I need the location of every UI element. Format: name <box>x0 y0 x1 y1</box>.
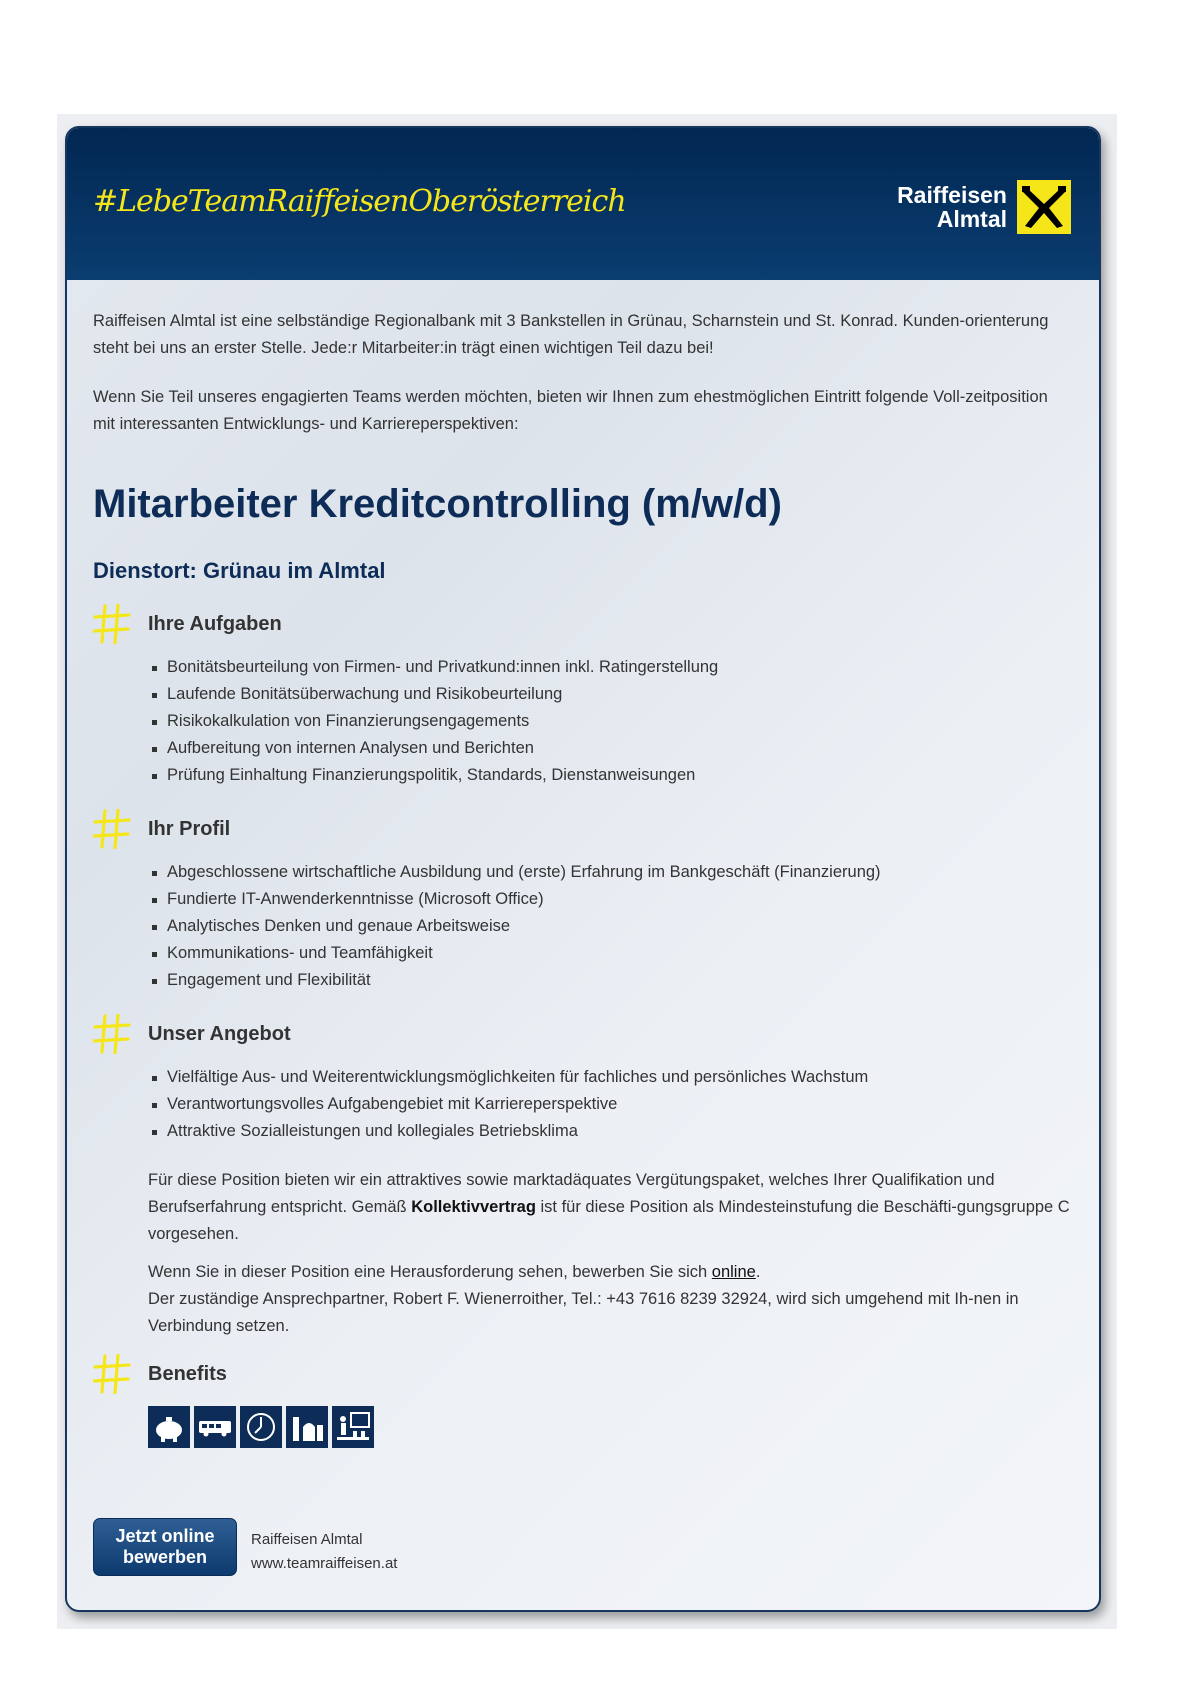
list-item: Prüfung Einhaltung Finanzierungspolitik, Standards, Dienstanweisungen <box>167 762 1073 789</box>
section-title-offer: Unser Angebot <box>148 1023 291 1045</box>
salary-bold-kv: Kollektivvertrag <box>411 1198 536 1216</box>
apply-online-button[interactable] <box>93 1518 237 1576</box>
list-item: Analytisches Denken und genaue Arbeitsweise <box>167 913 1073 940</box>
list-item: Abgeschlossene wirtschaftliche Ausbildung und (erste) Erfahrung im Bankgeschäft (Finanzierung) <box>167 859 1073 886</box>
section-benefits <box>93 1360 1073 1448</box>
apply-text-1: Wenn Sie in dieser Position eine Herausforderung sehen, bewerben Sie sich <box>148 1263 712 1281</box>
job-location: Dienstort: Grünau im Almtal <box>93 558 386 583</box>
apply-text-2: . <box>755 1263 761 1281</box>
footer-contact <box>251 1528 397 1576</box>
footer-website-link[interactable]: www.teamraiffeisen.at <box>251 1555 398 1572</box>
list-item: Aufbereitung von internen Analysen und Berichten <box>167 735 1073 762</box>
ad-frame <box>57 114 1117 1629</box>
list-item: Fundierte IT-Anwenderkenntnisse (Microsoft Office) <box>167 886 1073 913</box>
footer-company: Raiffeisen Almtal <box>251 1531 363 1548</box>
list-item: Engagement und Flexibilität <box>167 967 1073 994</box>
salary-text-1: Für diese Position bieten wir ein attraktives sowie marktadäquates Vergütungspaket, welches Ihrer Qualifikation und Berufserfahrung entspricht. Gemäß <box>148 1171 995 1216</box>
brand-logo-block <box>897 180 1071 234</box>
list-item: Risikokalkulation von Finanzierungsengagements <box>167 708 1073 735</box>
section-title-benefits: Benefits <box>148 1363 227 1385</box>
tasks-list <box>93 654 1073 789</box>
hashtag-icon <box>93 604 131 644</box>
intro-paragraph-1: Raiffeisen Almtal ist eine selbständige Regionalbank mit 3 Bankstellen in Grünau, Scharnstein und St. Konrad. Kunden-orienterung steht bei uns an erster Stelle. Jede:r Mitarbeiter:in trägt einen wichtigen Teil dazu bei! <box>93 312 1049 357</box>
list-item: Attraktive Sozialleistungen und kollegiales Betriebsklima <box>167 1118 1073 1145</box>
profile-list <box>93 859 1073 994</box>
section-title-profile: Ihr Profil <box>148 818 231 840</box>
ad-body <box>93 308 1073 1448</box>
piggy-bank-icon <box>148 1406 190 1448</box>
hashtag-icon <box>93 1354 131 1394</box>
job-ad-card <box>65 126 1101 1612</box>
apply-button-line-2: bewerben <box>122 1547 208 1567</box>
apply-paragraph <box>148 1259 1073 1340</box>
section-profile <box>93 815 1073 994</box>
food-drink-icon <box>286 1406 328 1448</box>
clock-icon <box>240 1406 282 1448</box>
online-apply-link[interactable]: online <box>711 1263 756 1281</box>
section-title-tasks: Ihre Aufgaben <box>148 613 282 635</box>
brand-line-1: Raiffeisen <box>897 182 1007 208</box>
hashtag-icon <box>93 809 131 849</box>
footer <box>93 1518 397 1576</box>
list-item: Kommunikations- und Teamfähigkeit <box>167 940 1073 967</box>
benefit-icons <box>148 1406 1073 1448</box>
section-tasks <box>93 610 1073 789</box>
contact-text: Der zuständige Ansprechpartner, Robert F. Wienerroither, Tel.: +43 7616 8239 32924, wird sich umgehend mit Ih-nen in Verbindung setzen. <box>148 1290 1019 1335</box>
brand-line-2: Almtal <box>936 206 1007 232</box>
job-title: Mitarbeiter Kreditcontrolling (m/w/d) <box>93 482 782 526</box>
list-item: Vielfältige Aus- und Weiterentwicklungsmöglichkeiten für fachliches und persönliches Wachstum <box>167 1064 1073 1091</box>
slogan-hashtag: #LebeTeamRaiffeisenOberösterreich <box>93 184 626 219</box>
hashtag-icon <box>93 1014 131 1054</box>
salary-text-2: ist für diese Position als Mindesteinstufung die Beschäfti-gungsgruppe C vorgesehen. <box>148 1198 1070 1243</box>
intro-paragraph-2: Wenn Sie Teil unseres engagierten Teams werden möchten, bieten wir Ihnen zum ehestmöglichen Eintritt folgende Voll-zeitposition mit interessanten Entwicklungs- und Karriereperspektiven: <box>93 388 1048 433</box>
training-icon <box>332 1406 374 1448</box>
header-banner <box>67 128 1099 280</box>
list-item: Bonitätsbeurteilung von Firmen- und Privatkund:innen inkl. Ratingerstellung <box>167 654 1073 681</box>
raiffeisen-gable-cross-icon <box>1017 180 1071 234</box>
list-item: Laufende Bonitätsüberwachung und Risikobeurteilung <box>167 681 1073 708</box>
list-item: Verantwortungsvolles Aufgabengebiet mit Karriereperspektive <box>167 1091 1073 1118</box>
section-offer <box>93 1020 1073 1145</box>
bus-icon <box>194 1406 236 1448</box>
offer-list <box>93 1064 1073 1145</box>
apply-button-line-1: Jetzt online <box>115 1526 215 1546</box>
salary-paragraph <box>148 1167 1073 1248</box>
brand-name <box>897 183 1007 231</box>
